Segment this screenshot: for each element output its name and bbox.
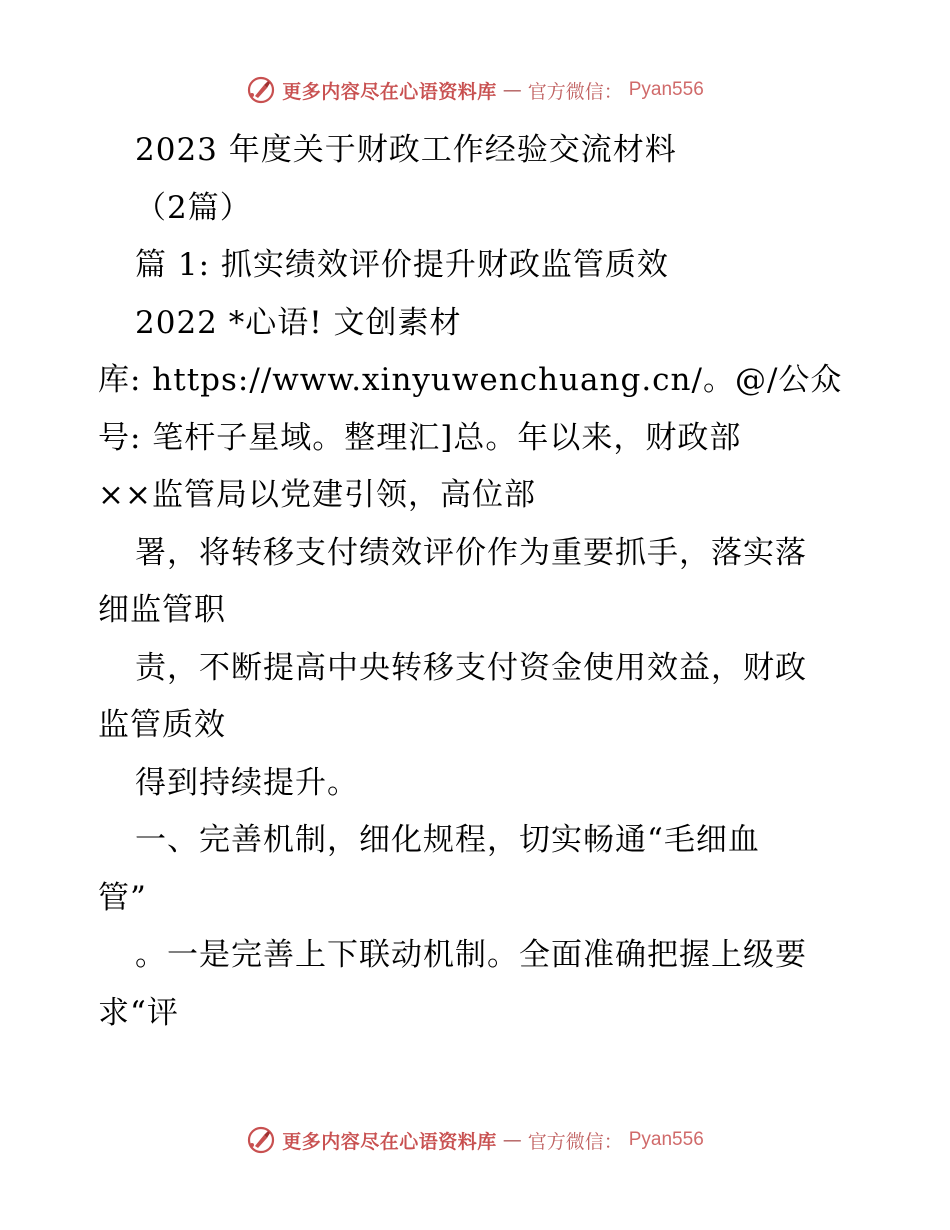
- banner-wechat-id: Pyan556: [628, 1129, 704, 1150]
- text-line: ××监管局以党建引领，高位部: [98, 477, 536, 513]
- banner-dash: —: [502, 79, 522, 101]
- text-line: 库: https://www.xinyuwenchuang.cn/。@/公众: [98, 362, 843, 398]
- text-line: （2篇）: [135, 189, 252, 226]
- banner-dash: —: [502, 1129, 522, 1151]
- text-line: 一、完善机制，细化规程，切实畅通“毛细血: [135, 822, 760, 858]
- text-line: 求“评: [98, 994, 179, 1031]
- banner-official-label: 官方微信：: [527, 1130, 623, 1153]
- text-line: 得到持续提升。: [135, 764, 359, 801]
- text-line: 号: 笔杆子星域。整理汇]总。年以来，财政部: [98, 419, 742, 456]
- header-banner: [0, 70, 950, 110]
- document-body: [98, 122, 868, 1042]
- footer-banner: [0, 1120, 950, 1160]
- text-line: 2022 *心语! 文创素材: [135, 304, 462, 341]
- banner-wechat-id: Pyan556: [628, 79, 704, 100]
- pen-nib-circle-icon: [246, 75, 276, 105]
- text-line: 管”: [98, 879, 147, 916]
- pen-nib-circle-icon: [246, 1125, 276, 1155]
- text-line: 篇 1: 抓实绩效评价提升财政监管质效: [135, 247, 669, 283]
- banner-brand: 更多内容尽在心语资料库: [282, 1130, 497, 1153]
- text-line: 监管质效: [98, 707, 226, 743]
- text-line: 2023 年度关于财政工作经验交流材料: [135, 132, 677, 168]
- text-line: 署，将转移支付绩效评价作为重要抓手，落实落: [135, 534, 807, 571]
- banner-official-label: 官方微信：: [527, 80, 623, 103]
- text-line: 。一是完善上下联动机制。全面准确把握上级要: [135, 937, 807, 973]
- text-line: 责，不断提高中央转移支付资金使用效益，财政: [135, 649, 807, 686]
- banner-brand: 更多内容尽在心语资料库: [282, 80, 497, 103]
- text-line: 细监管职: [98, 592, 226, 628]
